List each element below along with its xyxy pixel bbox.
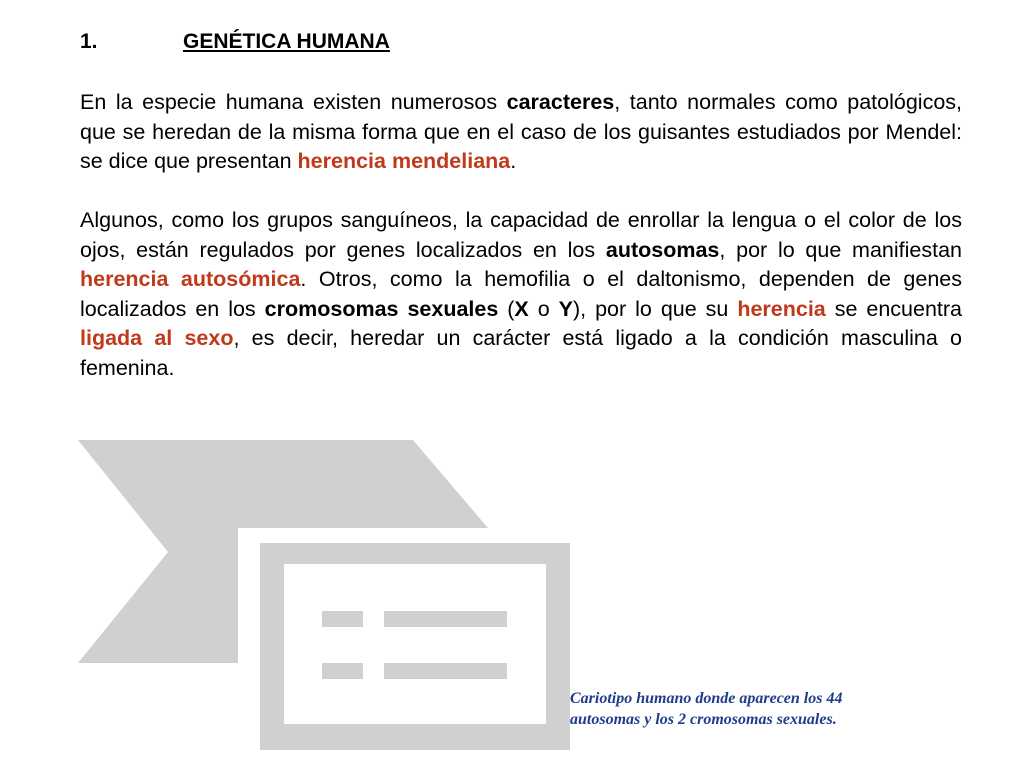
placeholder-frame-inner <box>284 564 546 724</box>
text-run: , por lo que manifiestan <box>719 237 962 262</box>
text-run: o <box>528 296 559 321</box>
text-run: En la especie humana existen numerosos <box>80 90 507 114</box>
paragraph-types <box>80 206 962 383</box>
term-caracteres: caracteres <box>506 90 615 114</box>
term-herencia-mendeliana: herencia mendeliana <box>297 149 511 173</box>
image-placeholder <box>78 440 570 750</box>
caption-line: autosomas y los 2 cromosomas sexuales. <box>570 711 837 728</box>
placeholder-line <box>322 611 363 627</box>
image-caption <box>570 688 930 730</box>
placeholder-line <box>384 611 507 627</box>
text-run: . Otros, como la hemofilia o el daltonismo, dependen de genes localizados en los <box>80 267 963 321</box>
text-run: ( <box>498 296 515 321</box>
term-y: Y <box>558 296 573 321</box>
section-heading <box>80 28 390 56</box>
text-run: , tanto normales como patológicos, que se heredan de la misma forma que en el caso de los guisantes estudiados por Mendel: se dice que presentan <box>80 90 962 173</box>
term-ligada-al-sexo: ligada al sexo <box>80 326 234 350</box>
placeholder-line <box>384 663 507 679</box>
paragraph-intro <box>80 88 962 177</box>
text-run: . <box>510 149 517 173</box>
caption-line: Cariotipo humano donde aparecen los 44 <box>570 690 843 707</box>
text-run: Algunos, como los grupos sanguíneos, la capacidad de enrollar la lengua o el color de los ojos, están regulados por genes localizados en los <box>80 208 962 262</box>
section-number: 1. <box>80 30 98 53</box>
body-text <box>80 88 962 413</box>
term-x: X <box>514 296 529 321</box>
term-cromosomas-sexuales: cromosomas sexuales <box>264 296 499 321</box>
term-herencia: herencia <box>737 296 826 321</box>
text-run: se encuentra <box>825 296 963 321</box>
placeholder-line <box>322 663 363 679</box>
term-autosomas: autosomas <box>605 237 720 262</box>
image-placeholder-icon <box>78 440 570 750</box>
term-herencia-autosomica: herencia autosómica <box>80 267 301 291</box>
section-title: GENÉTICA HUMANA <box>183 30 390 53</box>
text-run: , es decir, heredar un carácter está ligado a la condición masculina o femenina. <box>80 326 963 380</box>
text-run: ), por lo que su <box>573 296 738 321</box>
